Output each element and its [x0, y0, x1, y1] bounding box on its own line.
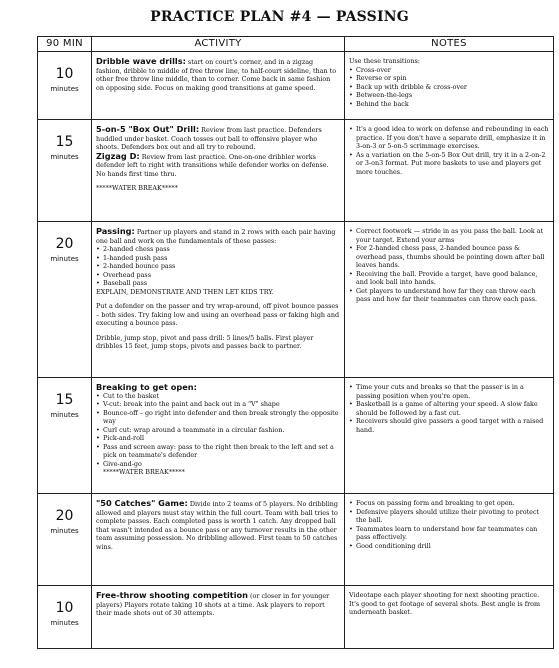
notes-cell: [345, 120, 554, 222]
list-item: • Pick-and-roll: [96, 434, 340, 443]
list-item: • Bounce-off – go right into defender and then break strongly the opposite way: [96, 409, 340, 426]
list-item: • Pass and screen away: pass to the right then break to the left and set a pick on teammate's defender: [96, 443, 340, 460]
minutes-cell: [38, 222, 92, 378]
list-item: • Behind the back: [349, 100, 549, 109]
list-item: • Correct footwork — stride in as you pass the ball. Look at your target. Extend your arms: [349, 227, 549, 244]
activity-heading: Breaking to get open:: [96, 382, 197, 392]
water-break-label: *****WATER BREAK*****: [96, 184, 178, 192]
minutes-value: 15: [55, 392, 74, 408]
list-item: • Baseball pass: [96, 279, 340, 288]
water-break-label: *****WATER BREAK*****: [103, 468, 185, 476]
pass-types-list: [96, 245, 340, 288]
activity-text: Divide into 2 teams of 5 players. No dribbling allowed and players must stay within the full court. Team with ball tries to complete passes. Each completed pass is worth 1 catch. Any dropped ball that wasn't intended as a bounce pass or any turnover results in the other team assuming possession. No dribbling allowed. First team to 50 catches wins.: [96, 500, 339, 551]
notes-intro: Use these transitions:: [349, 57, 420, 65]
minutes-cell: [38, 52, 92, 120]
minutes-cell: [38, 586, 92, 649]
minutes-cell: [38, 120, 92, 222]
activity-heading: Dribble wave drills:: [96, 56, 186, 66]
activity-text-2: Review from last practice. One-on-one dribbler works defender left to right with transitions while defender works on defense. No hands first time thru.: [96, 152, 329, 178]
table-row: [38, 586, 554, 649]
list-item: • As a variation on the 5-on-5 Box Out drill, try it in a 2-on-2 or 3-on3 format. Put more baskets to use and players get more touches.: [349, 151, 549, 177]
list-item: • Get players to understand how far they can throw each pass and how far their teammates can throw each pass.: [349, 287, 549, 304]
list-item: • Reverse or spin: [349, 74, 549, 83]
minutes-label: minutes: [50, 619, 79, 627]
minutes-label: minutes: [50, 411, 79, 419]
list-item: • For 2-handed chess pass, 2-handed bounce pass & overhead pass, thumbs should be pointing down after ball leaves hands.: [349, 244, 549, 270]
notes-cell: [345, 494, 554, 586]
notes-list: [349, 125, 549, 176]
page-title: PRACTICE PLAN #4 — PASSING: [150, 9, 409, 25]
list-item: • Between-the-legs: [349, 91, 549, 100]
minutes-label: minutes: [50, 153, 79, 161]
activity-paragraph: Put a defender on the passer and try wrap-around, off pivot bounce passes – both sides. Try faking low and using an overhead pass or faking high and executing a bounce pass.: [96, 302, 340, 327]
list-item: • Back up with dribble & cross-over: [349, 83, 549, 92]
minutes-cell: [38, 494, 92, 586]
notes-list: [349, 66, 549, 109]
activity-text: Review from last practice. Defenders huddled under basket. Coach tosses out ball to offensive player who shoots. Defenders box out and all try to rebound.: [96, 126, 322, 151]
list-item: • Cross-over: [349, 66, 549, 75]
activity-cell: [92, 222, 345, 378]
minutes-value: 10: [55, 600, 74, 616]
notes-cell: [345, 52, 554, 120]
notes-cell: [345, 222, 554, 378]
column-header-minutes: 90 MIN: [38, 37, 92, 52]
list-item: • 2-handed bounce pass: [96, 262, 340, 271]
activity-cell: [92, 120, 345, 222]
minutes-value: 20: [55, 236, 74, 252]
activity-cell: [92, 586, 345, 649]
list-item: • Cut to the basket: [96, 392, 340, 401]
list-item: • Curl cut: wrap around a teammate in a circular fashion.: [96, 426, 340, 435]
activity-heading: 5-on-5 "Box Out" Drill:: [96, 124, 200, 134]
minutes-label: minutes: [50, 255, 79, 263]
list-item: • Teammates learn to understand how far teammates can pass effectively.: [349, 525, 549, 542]
table-row: [38, 222, 554, 378]
activity-heading: Free-throw shooting competition: [96, 590, 248, 600]
activity-cell: [92, 378, 345, 494]
list-item: • Overhead pass: [96, 271, 340, 280]
activity-heading-2: Zigzag D:: [96, 150, 140, 161]
minutes-value: 15: [55, 134, 74, 150]
list-item: • 1-handed push pass: [96, 254, 340, 263]
activity-heading: "50 Catches" Game:: [96, 498, 188, 508]
minutes-cell: [38, 378, 92, 494]
list-item: • Defensive players should utilize their pivoting to protect the ball.: [349, 508, 549, 525]
list-item: • It's a good idea to work on defense and rebounding in each practice. If you don't have a separate drill, emphasize it in 3-on-3 or 5-on-5 scrimmage exercises.: [349, 125, 549, 151]
notes-cell: [345, 586, 554, 649]
table-row: [38, 378, 554, 494]
list-item: • Focus on passing form and breaking to get open.: [349, 499, 549, 508]
table-row: [38, 120, 554, 222]
activity-text: start on court's corner, and in a zigzag fashion, dribble to middle of free throw line, to half-court sideline, than to other free throw line middle, than to corner. Come back in same fashion on opposing side. Focus on making good transitions at game speed.: [96, 58, 337, 92]
activity-instruction: EXPLAIN, DEMONSTRATE AND THEN LET KIDS TRY.: [96, 287, 274, 296]
minutes-label: minutes: [50, 85, 79, 93]
list-item: • Good conditioning drill: [349, 542, 549, 551]
column-header-notes: NOTES: [345, 37, 554, 52]
notes-list: [349, 499, 549, 550]
minutes-label: minutes: [50, 527, 79, 535]
list-item: • Basketball is a game of altering your speed. A slow fake should be followed by a fast cut.: [349, 400, 549, 417]
minutes-value: 20: [55, 508, 74, 524]
activity-cell: [92, 52, 345, 120]
table-row: [38, 494, 554, 586]
activity-cell: [92, 494, 345, 586]
notes-text: Videotape each player shooting for next shooting practice. It's good to get footage of several shots. Best angle is from underneath basket.: [349, 591, 541, 616]
list-item: • V-cut: break into the paint and back out in a "V" shape: [96, 400, 340, 409]
activity-paragraph: Dribble, jump stop, pivot and pass drill: 5 lines/5 balls. First player dribbles 15 feet, jump stops, pivots and passes back to partner.: [96, 333, 314, 350]
practice-plan-table: [37, 36, 554, 649]
activity-text: (or closer in for younger players) Players rotate taking 10 shots at a time. Ask players to report their made shots out of 30 attempts.: [96, 592, 330, 617]
list-item: • Receivers should give passers a good target with a raised hand.: [349, 417, 549, 434]
list-item: • Receiving the ball. Provide a target, have good balance, and look ball into hands.: [349, 270, 549, 287]
table-header-row: [38, 37, 554, 52]
list-item: • Give-and-go: [96, 460, 340, 469]
minutes-value: 10: [55, 66, 74, 82]
activity-heading: Passing:: [96, 226, 135, 236]
activity-text: Partner up players and stand in 2 rows with each pair having one ball and work on the fundamentals of these passes:: [96, 228, 336, 245]
list-item: • Time your cuts and breaks so that the passer is in a passing position when you're open.: [349, 383, 549, 400]
list-item: • 2-handed chess pass: [96, 245, 340, 254]
notes-list: [349, 227, 549, 304]
column-header-activity: ACTIVITY: [92, 37, 345, 52]
breaks-list: [96, 392, 340, 469]
notes-list: [349, 383, 549, 434]
notes-cell: [345, 378, 554, 494]
table-row: [38, 52, 554, 120]
